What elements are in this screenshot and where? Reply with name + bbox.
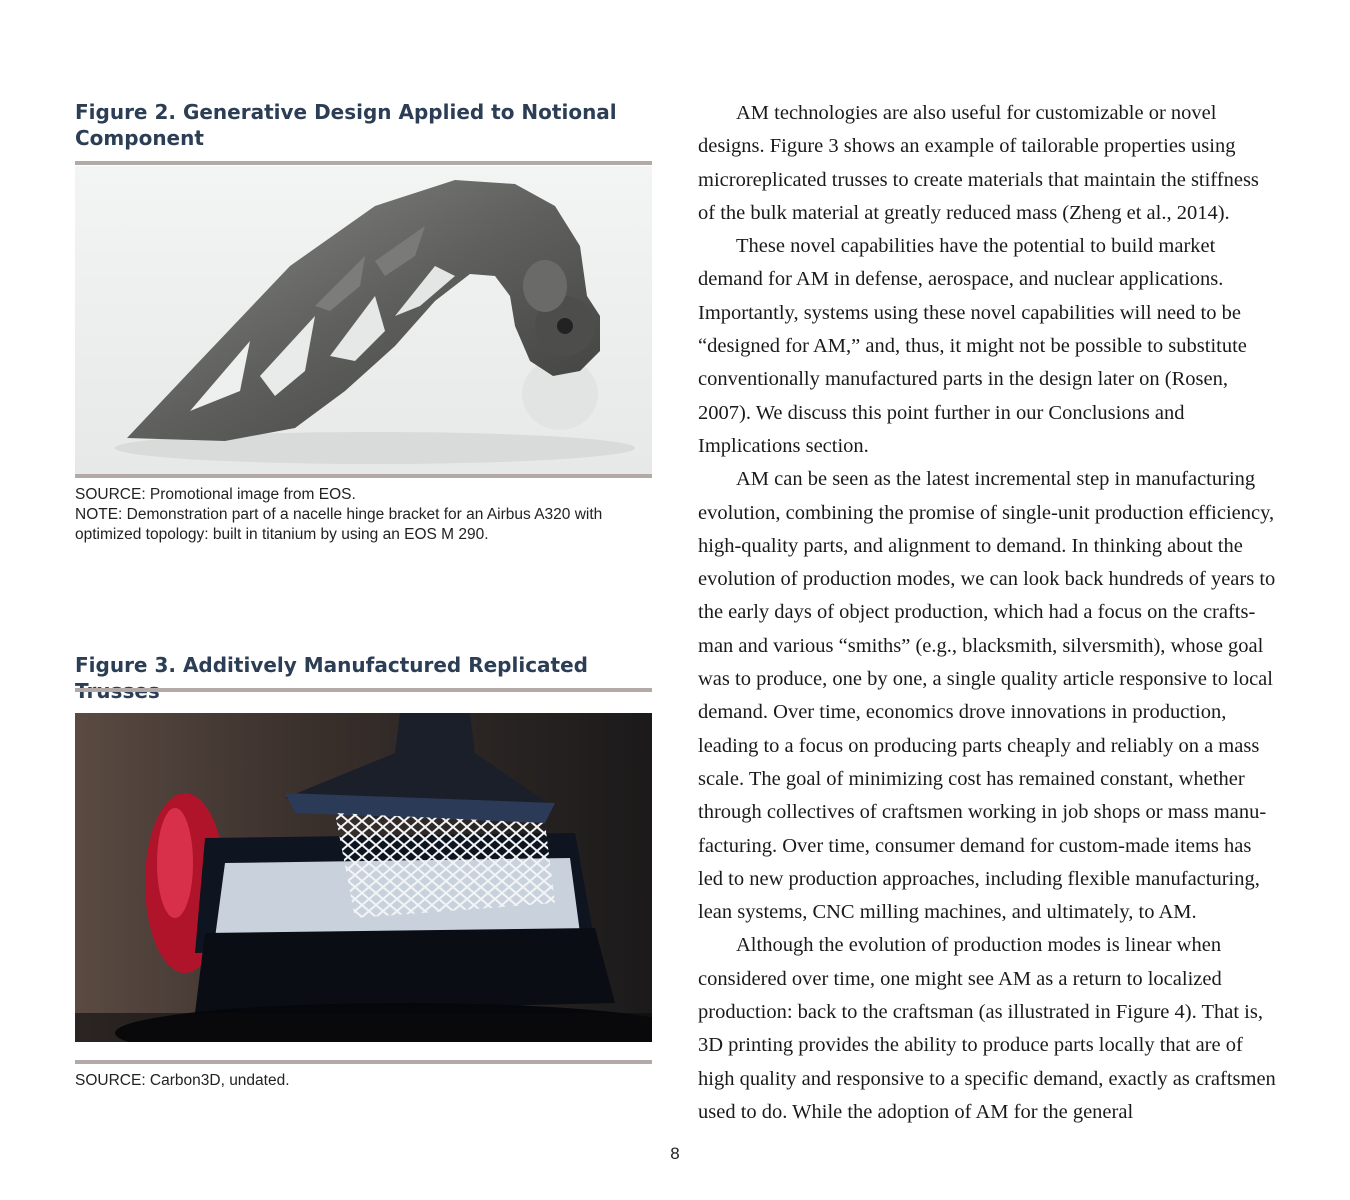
figure-3-caption <box>75 1071 655 1091</box>
figure-3-bottom-rule <box>75 1060 652 1064</box>
body-paragraph: AM can be seen as the latest incremental step in manufacturing evolution, combining the promise of single-unit production efficiency, high-quality parts, and alignment to demand. In thinking about the evolution of production modes, we can look back hundreds of years to the early days of object production, which had a focus on the crafts-man and various “smiths” (e.g., blacksmith, silversmith), whose goal was to produce, one by one, a single quality article responsive to local demand. Over time, economics drove innovations in production, leading to a focus on producing parts cheaply and reliably on a mass scale. The goal of minimizing cost has remained constant, whether through collectives of craftsmen working in job shops or mass manu-facturing. Over time, consumer demand for custom-made items has led to new production approaches, including flexible manufacturing, lean systems, CNC milling machines, and ultimately, to AM. <box>698 468 1276 924</box>
figure-2-bottom-rule <box>75 474 652 478</box>
body-text-column <box>698 97 1278 1129</box>
page-number: 8 <box>670 1144 680 1163</box>
body-paragraph: AM technologies are also useful for customizable or novel designs. Figure 3 shows an example of tailorable properties using microreplicated trusses to create materials that maintain the stiffness of the bulk material at greatly reduced mass (Zheng et al., 2014). <box>698 102 1259 224</box>
figure-3-top-rule <box>75 688 652 692</box>
body-paragraph: Although the evolution of production modes is linear when considered over time, one might see AM as a return to localized production: back to the craftsman (as illustrated in Figure 4). That is, 3D printing provides the ability to produce parts locally that are of high quality and responsive to a specific demand, exactly as craftsmen used to do. While the adoption of AM for the general <box>698 934 1276 1123</box>
figure-2-image-hinge-bracket <box>75 166 652 474</box>
figure-3-title: Figure 3. Additively Manufactured Replicated <box>75 653 588 677</box>
figure-2-note: NOTE: Demonstration part of a nacelle hinge bracket for an Airbus A320 with optimized topology: built in titanium by using an EOS M 290. <box>75 506 603 543</box>
figure-2-caption <box>75 485 655 545</box>
figure-3-image-trusses <box>75 713 652 1042</box>
figure-3-source: SOURCE: Carbon3D, undated. <box>75 1072 290 1089</box>
figure-2-source: SOURCE: Promotional image from EOS. <box>75 486 356 503</box>
figure-2-top-rule <box>75 161 652 165</box>
figure-2-title: Figure 2. Generative Design Applied to Notional Component <box>75 100 617 150</box>
body-paragraph: These novel capabilities have the potential to build market demand for AM in defense, aerospace, and nuclear applications. Importantly, systems using these novel capabilities will need to be “designed for AM,” and, thus, it might not be possible to substitute conventionally manufactured parts in the design later on (Rosen, 2007). We discuss this point further in our Conclusions and Implications section. <box>698 235 1247 457</box>
